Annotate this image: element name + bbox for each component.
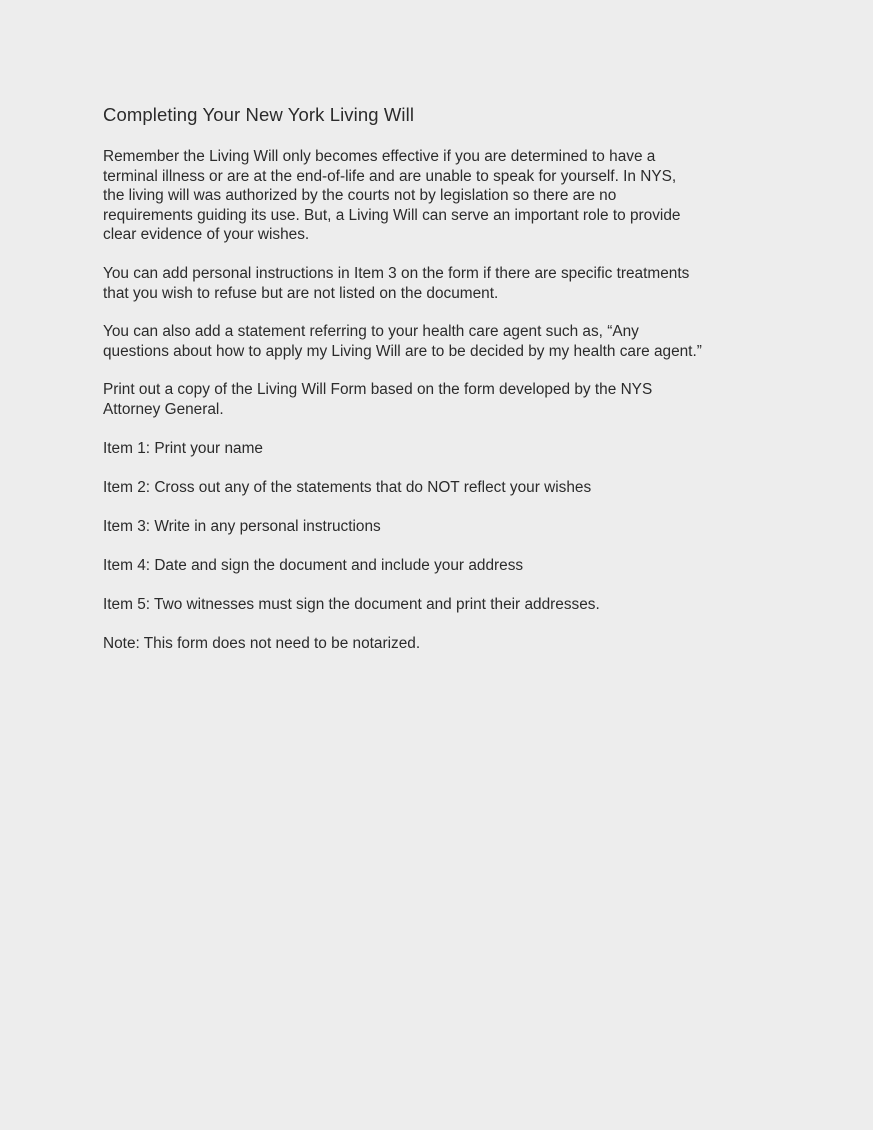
paragraph-health-care-agent xyxy=(103,322,793,361)
paragraph-line: You can also add a statement referring to your health care agent such as, “Any xyxy=(103,323,639,341)
paragraph-line: that you wish to refuse but are not listed on the document. xyxy=(103,284,499,302)
document-title: Completing Your New York Living Will xyxy=(103,104,415,125)
item-1: Item 1: Print your name xyxy=(103,439,263,457)
paragraph-line: questions about how to apply my Living Will are to be decided by my health care agent.” xyxy=(103,342,702,360)
paragraph-line: Print out a copy of the Living Will Form based on the form developed by the NYS xyxy=(103,381,653,399)
paragraph-personal-instructions xyxy=(103,264,793,303)
item-4: Item 4: Date and sign the document and include your address xyxy=(103,556,524,574)
document-body xyxy=(103,104,793,673)
paragraph-effectiveness xyxy=(103,147,793,245)
paragraph-line: You can add personal instructions in Item 3 on the form if there are specific treatments xyxy=(103,264,690,282)
item-2: Item 2: Cross out any of the statements that do NOT reflect your wishes xyxy=(103,478,592,496)
note-text: Note: This form does not need to be notarized. xyxy=(103,635,421,652)
item-3: Item 3: Write in any personal instructions xyxy=(103,517,381,535)
paragraph-line: Attorney General. xyxy=(103,400,224,418)
paragraph-line: the living will was authorized by the courts not by legislation so there are no xyxy=(103,187,617,205)
item-5: Item 5: Two witnesses must sign the document and print their addresses. xyxy=(103,595,600,613)
paragraph-line: clear evidence of your wishes. xyxy=(103,226,310,244)
paragraph-line: Remember the Living Will only becomes effective if you are determined to have a xyxy=(103,148,656,165)
paragraph-print-form xyxy=(103,380,793,419)
paragraph-line: terminal illness or are at the end-of-life and are unable to speak for yourself. In NYS, xyxy=(103,167,677,185)
paragraph-line: requirements guiding its use. But, a Living Will can serve an important role to provide xyxy=(103,206,681,224)
